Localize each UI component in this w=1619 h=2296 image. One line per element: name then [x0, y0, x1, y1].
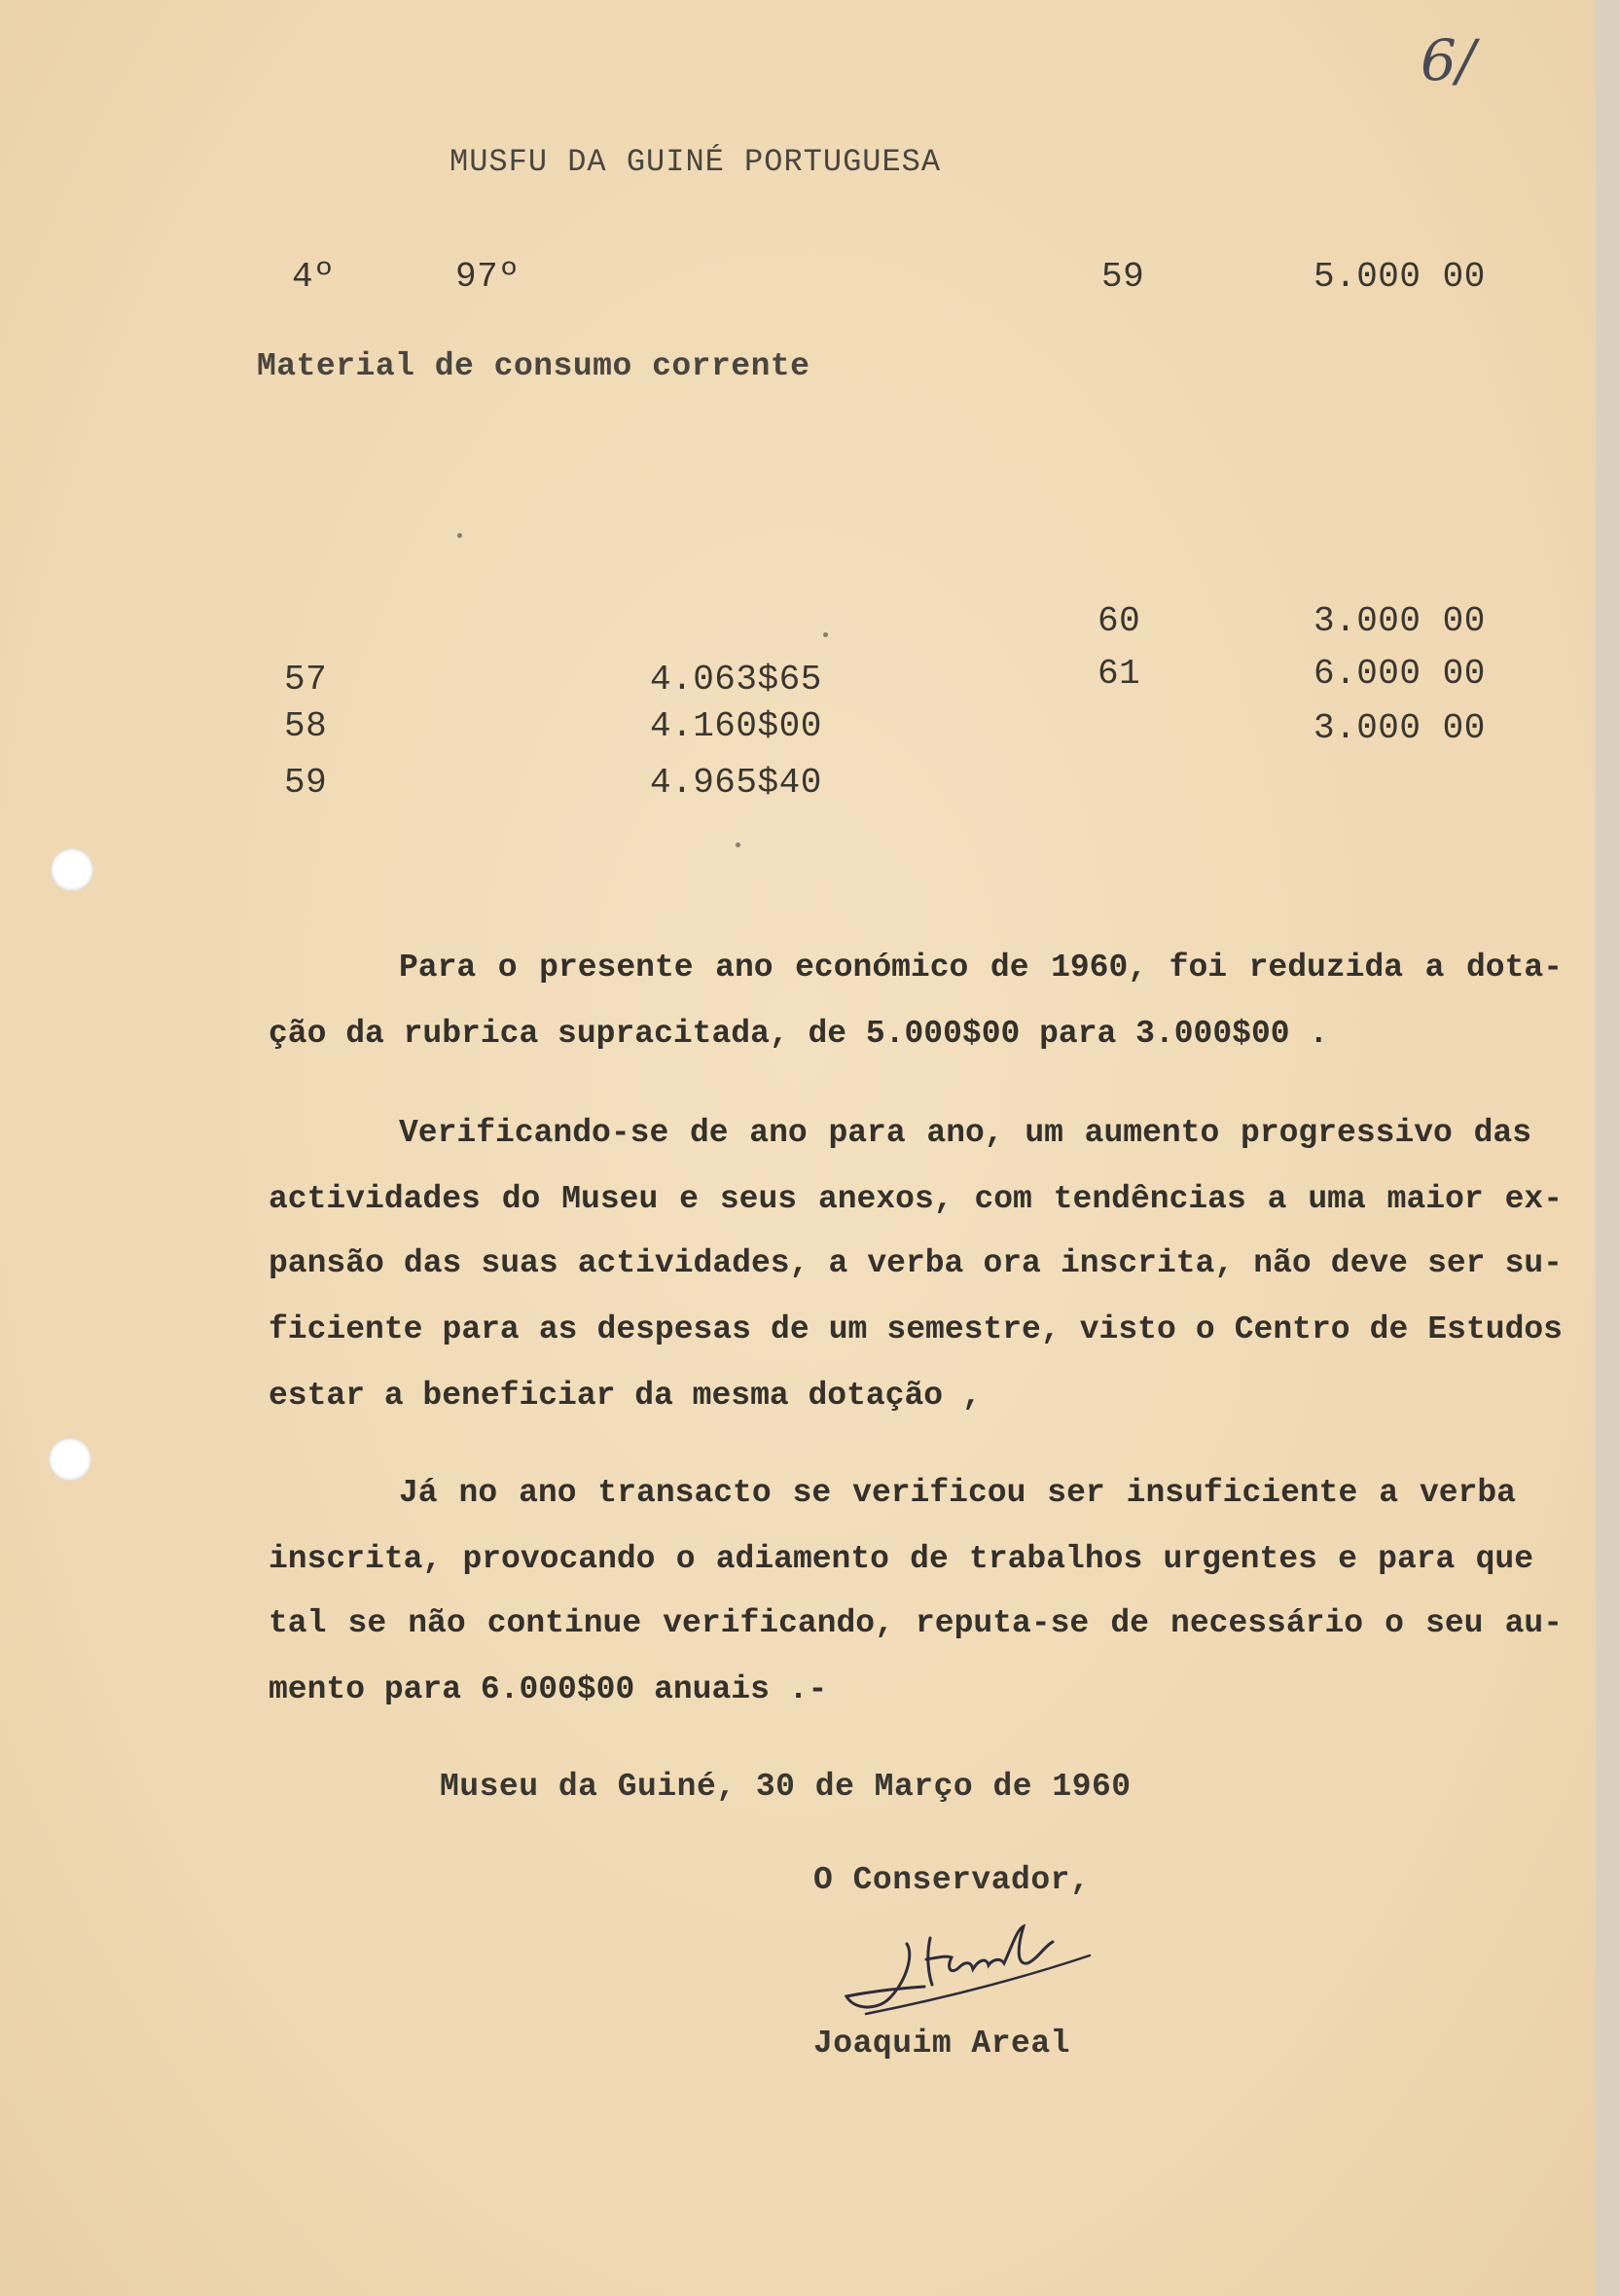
expense-year: 57	[284, 660, 328, 700]
page-number: 6/	[1421, 27, 1476, 93]
chapter-number: 4º	[292, 257, 336, 297]
letterhead: MUSFU DA GUINÉ PORTUGUESA	[450, 144, 942, 180]
account-year: 59	[1101, 257, 1145, 297]
allocation-year: 61	[1097, 654, 1141, 694]
paragraph-line: tal se não continue verificando, reputa-se de necessário o seu au-	[269, 1605, 1563, 1641]
paragraph-line: actividades do Museu e seus anexos, com tendências a uma maior ex-	[269, 1181, 1563, 1217]
paragraph-line: ficiente para as despesas de um semestre, visto o Centro de Estudos	[269, 1311, 1563, 1347]
paragraph-line: ção da rubrica supracitada, de 5.000$00 para 3.000$00 .	[269, 1016, 1329, 1052]
paper-speck	[736, 843, 740, 847]
paragraph-line: Já no ano transacto se verificou ser insuficiente a verba	[399, 1475, 1516, 1511]
expense-amount: 4.063$65	[650, 660, 822, 700]
background-edge	[1596, 0, 1619, 2296]
closing: O Conservador,	[813, 1862, 1091, 1898]
allocation-amount: 3.000 00	[1313, 708, 1486, 748]
place-date: Museu da Guiné, 30 de Março de 1960	[440, 1769, 1132, 1805]
paragraph-line: mento para 6.000$00 anuais .-	[269, 1671, 828, 1707]
signatory-name: Joaquim Areal	[813, 2026, 1070, 2062]
account-amount: 5.000 00	[1313, 257, 1486, 297]
punch-hole	[51, 848, 93, 891]
paragraph-line: Para o presente ano económico de 1960, foi reduzida a dota-	[399, 950, 1563, 986]
paragraph-line: inscrita, provocando o adiamento de trabalhos urgentes e para que	[269, 1541, 1533, 1577]
expense-amount: 4.965$40	[650, 763, 822, 803]
paper-speck	[823, 632, 828, 637]
paper-speck	[457, 533, 462, 538]
allocation-amount: 3.000 00	[1313, 601, 1486, 641]
paragraph-line: estar a beneficiar da mesma dotação ,	[269, 1378, 982, 1414]
expense-year: 58	[284, 706, 328, 746]
paragraph-line: Verificando-se de ano para ano, um aumento progressivo das	[399, 1115, 1531, 1151]
expense-year: 59	[284, 763, 328, 803]
section-title: Material de consumo corrente	[257, 348, 810, 384]
allocation-year: 60	[1097, 601, 1141, 641]
article-number: 97º	[455, 257, 521, 297]
punch-hole	[49, 1438, 91, 1481]
allocation-amount: 6.000 00	[1313, 654, 1486, 694]
handwritten-signature	[837, 1917, 1109, 2024]
expense-amount: 4.160$00	[650, 706, 822, 746]
paragraph-line: pansão das suas actividades, a verba ora inscrita, não deve ser su-	[269, 1245, 1563, 1281]
